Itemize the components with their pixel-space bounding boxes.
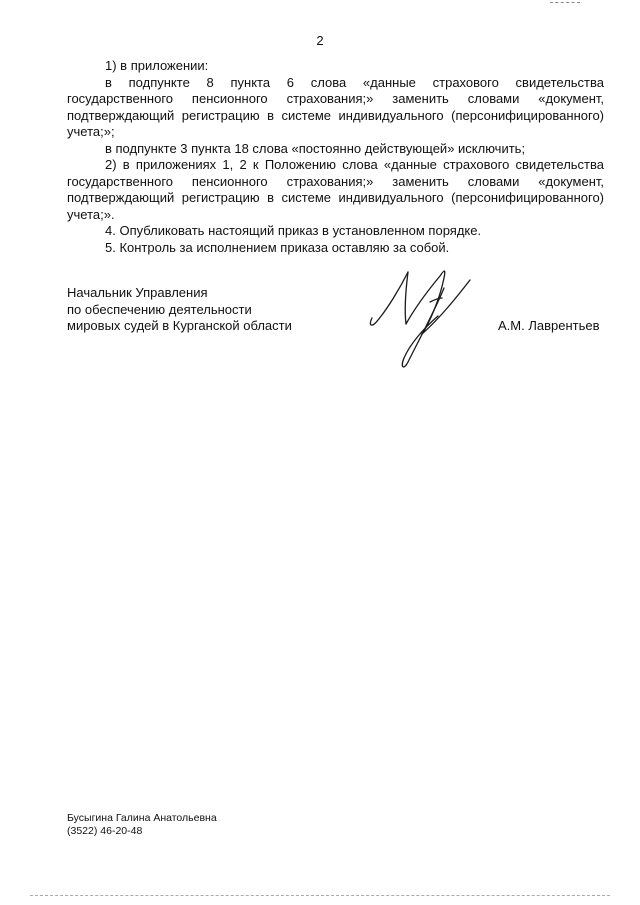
paragraph-control: 5. Контроль за исполнением приказа оставляю за собой.	[105, 239, 450, 255]
paragraph-subclause-8: в подпункте 8 пункта 6 слова «данные страхового свидетельства государственного пенсионного страхования;» заменить словами «документ, подтверждающий регистрацию в системе индивидуального (персонифицированного) учета;»;	[67, 74, 604, 139]
signatory-title-line: мировых судей в Курганской области	[67, 318, 292, 333]
signatory-title-line: Начальник Управления	[67, 285, 208, 300]
paragraph-subclause-3: в подпункте 3 пункта 18 слова «постоянно действующей» исключить;	[105, 140, 526, 156]
scan-edge-mark	[550, 2, 580, 4]
page-number: 2	[316, 33, 324, 48]
paragraph-publish: 4. Опубликовать настоящий приказ в установленном порядке.	[105, 223, 482, 238]
signatory-title	[67, 285, 292, 335]
contact-name: Бусыгина Галина Анатольевна	[67, 812, 217, 824]
contact-block	[67, 812, 217, 838]
contact-phone: (3522) 46-20-48	[67, 825, 143, 837]
handwritten-signature	[360, 258, 490, 373]
signatory-name: А.М. Лаврентьев	[498, 318, 600, 333]
scan-edge-line	[30, 895, 610, 897]
document-body	[67, 58, 604, 256]
paragraph-appendices-1-2: 2) в приложениях 1, 2 к Положению слова «данные страхового свидетельства государственного пенсионного страхования;» заменить словами «документ, подтверждающий регистрацию в системе индивидуального (персонифицированного) учета;».	[67, 157, 604, 222]
signatory-title-line: по обеспечению деятельности	[67, 301, 252, 317]
paragraph-appendix-intro: 1) в приложении:	[105, 58, 209, 73]
